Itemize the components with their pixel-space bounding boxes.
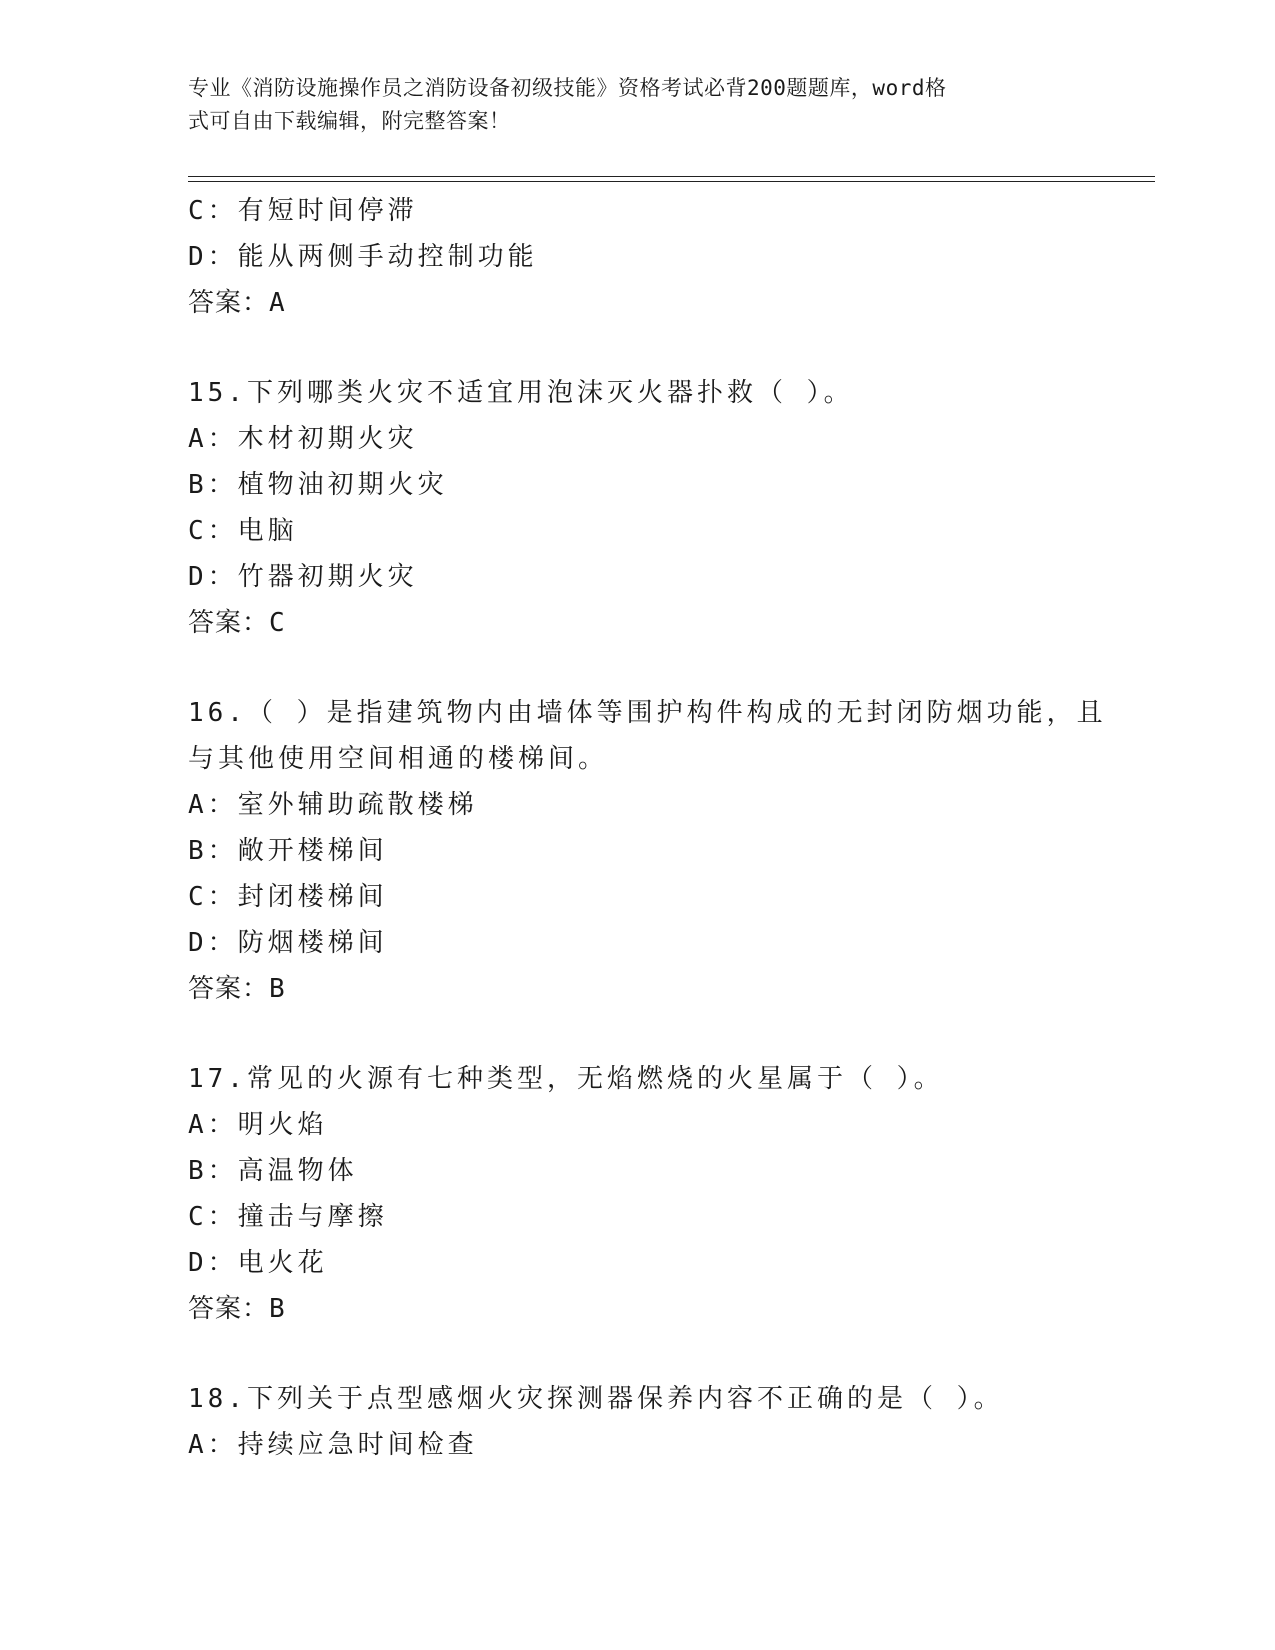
option-d: D：能从两侧手动控制功能 [188, 242, 538, 272]
option-d: D：防烟楼梯间 [188, 928, 388, 958]
question-16 [188, 690, 1107, 1012]
option-c: C：撞击与摩擦 [188, 1202, 388, 1232]
header-line-1: 专业《消防设施操作员之消防设备初级技能》资格考试必背200题题库，word格 [188, 76, 947, 100]
question-18 [188, 1376, 1088, 1468]
option-a: A：木材初期火灾 [188, 424, 418, 454]
option-d: D：竹器初期火灾 [188, 562, 418, 592]
option-c: C：封闭楼梯间 [188, 882, 388, 912]
option-a: A：明火焰 [188, 1110, 328, 1140]
option-a: A：持续应急时间检查 [188, 1430, 478, 1460]
option-a: A：室外辅助疏散楼梯 [188, 790, 478, 820]
question-14-continued [188, 188, 1088, 326]
answer: 答案：B [188, 974, 286, 1004]
option-c: C：电脑 [188, 516, 298, 546]
question-15 [188, 370, 1088, 646]
question-text: 18.下列关于点型感烟火灾探测器保养内容不正确的是（ ）。 [188, 1384, 1004, 1414]
answer: 答案：A [188, 288, 286, 318]
option-b: B：敞开楼梯间 [188, 836, 388, 866]
question-17 [188, 1056, 1088, 1332]
header-divider-bottom [188, 181, 1155, 182]
question-text-line-1: 16.（ ）是指建筑物内由墙体等围护构件构成的无封闭防烟功能，且 [188, 698, 1107, 728]
option-b: B：植物油初期火灾 [188, 470, 448, 500]
header-line-2: 式可自由下载编辑，附完整答案！ [188, 109, 511, 133]
option-d: D：电火花 [188, 1248, 328, 1278]
option-c: C：有短时间停滞 [188, 196, 418, 226]
document-header [188, 72, 1068, 138]
answer: 答案：B [188, 1294, 286, 1324]
question-text-line-2: 与其他使用空间相通的楼梯间。 [188, 744, 609, 774]
question-text: 15.下列哪类火灾不适宜用泡沫灭火器扑救（ ）。 [188, 378, 854, 408]
option-b: B：高温物体 [188, 1156, 358, 1186]
question-list [188, 188, 1107, 1468]
question-text: 17.常见的火源有七种类型，无焰燃烧的火星属于（ ）。 [188, 1064, 944, 1094]
answer: 答案：C [188, 608, 286, 638]
header-divider-top [188, 176, 1155, 177]
